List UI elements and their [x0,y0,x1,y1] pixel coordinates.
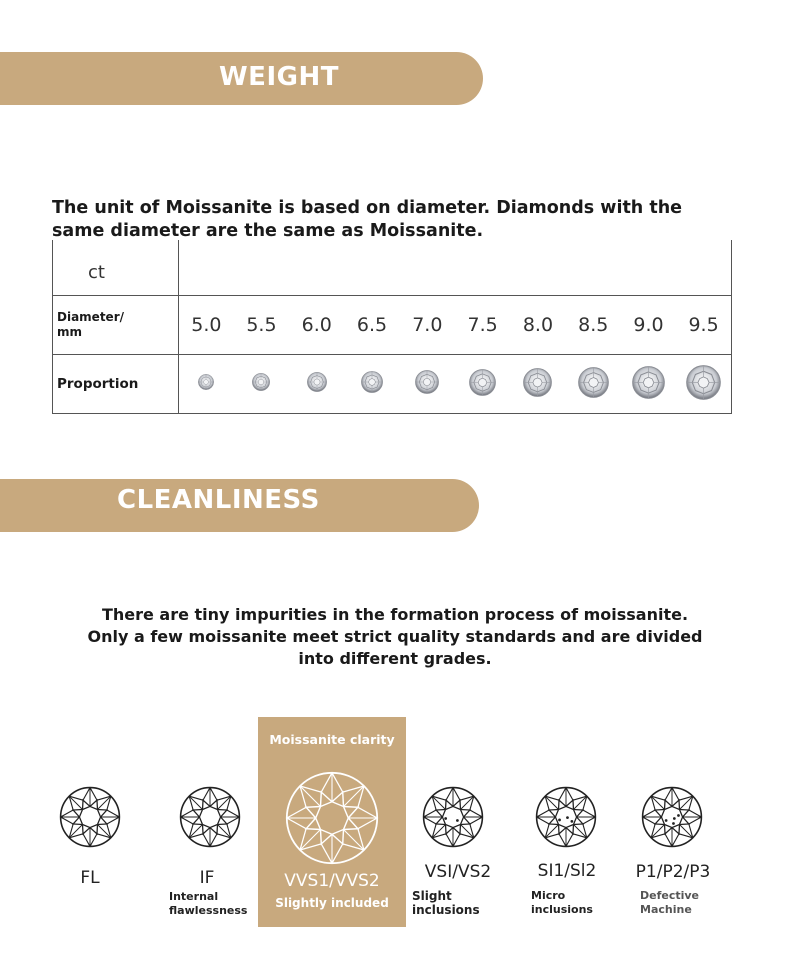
grade-desc-si-line-2: inclusions [531,903,593,916]
proportion-cell [289,355,344,414]
diameter-value: 8.0 [510,296,565,355]
proportion-cell [234,355,289,414]
desc-line-3: into different grades. [298,649,492,668]
proportion-cell [455,355,510,414]
gem-icon [469,369,496,400]
grade-desc-vvs: Slightly included [275,896,389,910]
gem-icon [578,367,609,402]
ct-row [53,240,732,296]
ct-label: ct [53,240,179,296]
diameter-value: 9.0 [621,296,676,355]
grade-code-vvs: VVS1/VVS2 [284,871,380,891]
cleanliness-description [60,604,730,670]
proportion-cell [621,355,676,414]
intro-line-1: The unit of Moissanite is based on diameter. Diamonds with the [52,198,683,218]
grade-desc-si [531,889,593,917]
grade-desc-p [640,889,699,917]
desc-line-2: Only a few moissanite meet strict quality standards and are divided [87,627,703,646]
diameter-value: 6.5 [344,296,399,355]
diameter-value: 5.5 [234,296,289,355]
gem-icon [415,370,439,398]
diamond-vs-icon [422,786,484,852]
ct-cell [621,240,676,296]
grade-code-if: IF [199,868,215,888]
gem-icon [632,366,665,403]
proportion-row [53,355,732,414]
ct-cell [510,240,565,296]
proportion-cell [344,355,399,414]
diameter-row [53,296,732,355]
gem-icon [523,368,552,401]
intro-line-2: same diameter are the same as Moissanite. [52,221,484,241]
diameter-value: 9.5 [676,296,731,355]
size-table [52,240,732,414]
diameter-label-line-1: Diameter/ [57,310,124,324]
weight-intro [52,197,742,243]
diamond-if-icon [179,786,241,852]
gem-icon [252,373,270,395]
proportion-cell [510,355,565,414]
diameter-value: 7.5 [455,296,510,355]
grade-desc-si-line-1: Micro [531,889,566,902]
cleanliness-banner [0,479,479,532]
diameter-value: 7.0 [400,296,455,355]
ct-cell [566,240,621,296]
grade-desc-p-line-2: Machine [640,903,692,916]
grade-desc-if-line-2: flawlessness [169,904,248,917]
ct-cell [455,240,510,296]
grade-desc-if [169,890,247,918]
diameter-value: 5.0 [179,296,234,355]
desc-line-1: There are tiny impurities in the formation process of moissanite. [101,605,689,624]
gem-icon [198,374,214,394]
grade-desc-p-line-1: Defective [640,889,700,902]
grade-desc-if-line-1: Internal [169,890,219,903]
grade-code-p: P1/P2/P3 [635,862,711,882]
weight-title: WEIGHT [219,62,339,92]
ct-cell [234,240,289,296]
ct-cell [676,240,731,296]
proportion-cell [566,355,621,414]
diamond-fl-icon [59,786,121,852]
clarity-heading: Moissanite clarity [269,732,395,747]
gem-icon [361,371,383,397]
gem-icon [307,372,327,396]
cleanliness-title: CLEANLINESS [117,485,320,515]
proportion-cell [179,355,234,414]
proportion-cell [400,355,455,414]
grade-code-fl: FL [80,868,100,888]
grade-code-vs: VSI/VS2 [424,862,492,882]
diameter-label [53,296,179,355]
ct-cell [400,240,455,296]
grade-code-si: SI1/Sl2 [537,861,597,881]
gem-icon [686,365,721,404]
proportion-cell [676,355,731,414]
grade-desc-vs-line-1: Slight [412,889,452,903]
weight-banner [0,52,483,105]
diameter-label-line-2: mm [57,325,83,339]
diameter-value: 8.5 [566,296,621,355]
ct-cell [179,240,234,296]
diamond-si-icon [535,786,597,852]
diameter-value: 6.0 [289,296,344,355]
grade-desc-vs-line-2: inclusions [412,903,480,917]
diamond-vvs-icon [285,771,379,869]
grade-desc-vs [412,889,480,917]
diamond-p-icon [641,786,703,852]
ct-cell [289,240,344,296]
ct-cell [344,240,399,296]
proportion-label: Proportion [53,355,179,414]
